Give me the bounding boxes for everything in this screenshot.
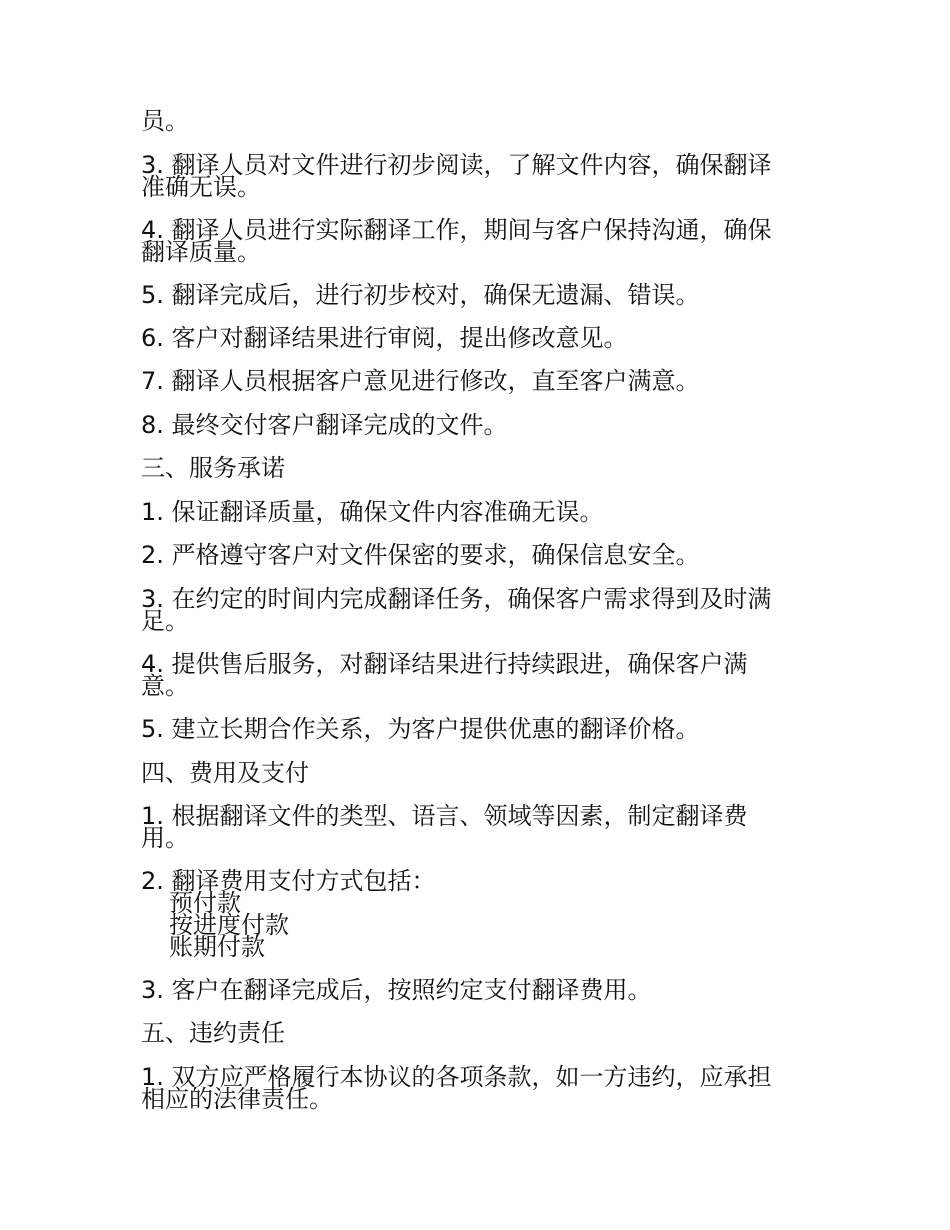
- process-step-5: [141, 281, 801, 309]
- text-line: 2. 翻译费用支付方式包括：: [141, 867, 436, 895]
- text-line: 3. 客户在翻译完成后，按照约定支付翻译费用。: [141, 976, 652, 1004]
- text-line: 3. 翻译人员对文件进行初步阅读，了解文件内容，确保翻译: [141, 151, 772, 179]
- text-line: 4. 提供售后服务，对翻译结果进行持续跟进，确保客户满: [141, 650, 748, 678]
- process-step-8: [141, 411, 801, 439]
- commitment-item-3: [141, 585, 801, 635]
- section-heading-fees-payment: [141, 759, 801, 787]
- paragraph-continuation: [141, 107, 801, 135]
- text-line: 5. 建立长期合作关系，为客户提供优惠的翻译价格。: [141, 715, 700, 743]
- process-step-3: [141, 151, 801, 201]
- commitment-item-2: [141, 541, 801, 569]
- text-line: 翻译质量。: [141, 238, 261, 266]
- text-line: 5. 翻译完成后，进行初步校对，确保无遗漏、错误。: [141, 281, 700, 309]
- text-line: 6. 客户对翻译结果进行审阅，提出修改意见。: [141, 324, 628, 352]
- liability-item-1: [141, 1063, 801, 1113]
- text-line: 7. 翻译人员根据客户意见进行修改，直至客户满意。: [141, 367, 700, 395]
- process-step-7: [141, 367, 801, 395]
- section-heading-service-commitment: [141, 454, 801, 482]
- payment-option: 预付款: [169, 889, 241, 917]
- text-line: 2. 严格遵守客户对文件保密的要求，确保信息安全。: [141, 541, 700, 569]
- commitment-item-1: [141, 498, 801, 526]
- commitment-item-4: [141, 650, 801, 700]
- payment-option: 按进度付款: [169, 911, 289, 939]
- text-line: 四、费用及支付: [141, 759, 309, 787]
- text-line: 意。: [141, 672, 189, 700]
- section-heading-liability: [141, 1019, 801, 1047]
- text-line: 准确无误。: [141, 173, 261, 201]
- text-line: 三、服务承诺: [141, 454, 285, 482]
- text-line: 1. 保证翻译质量，确保文件内容准确无误。: [141, 498, 604, 526]
- text-line: 足。: [141, 607, 189, 635]
- fees-item-1: [141, 802, 801, 852]
- payment-option: 账期付款: [169, 933, 265, 961]
- text-line: 3. 在约定的时间内完成翻译任务，确保客户需求得到及时满: [141, 585, 772, 613]
- text-line: 五、违约责任: [141, 1019, 285, 1047]
- text-line: 4. 翻译人员进行实际翻译工作，期间与客户保持沟通，确保: [141, 216, 772, 244]
- text-line: 8. 最终交付客户翻译完成的文件。: [141, 411, 508, 439]
- text-line: 1. 根据翻译文件的类型、语言、领域等因素，制定翻译费: [141, 802, 748, 830]
- text-line: 1. 双方应严格履行本协议的各项条款，如一方违约，应承担: [141, 1063, 772, 1091]
- text-line: 相应的法律责任。: [141, 1085, 333, 1113]
- process-step-4: [141, 216, 801, 266]
- text-line: 用。: [141, 824, 189, 852]
- fees-item-2: [141, 867, 801, 961]
- process-step-6: [141, 324, 801, 352]
- text-line: 员。: [141, 107, 189, 135]
- commitment-item-5: [141, 715, 801, 743]
- fees-item-3: [141, 976, 801, 1004]
